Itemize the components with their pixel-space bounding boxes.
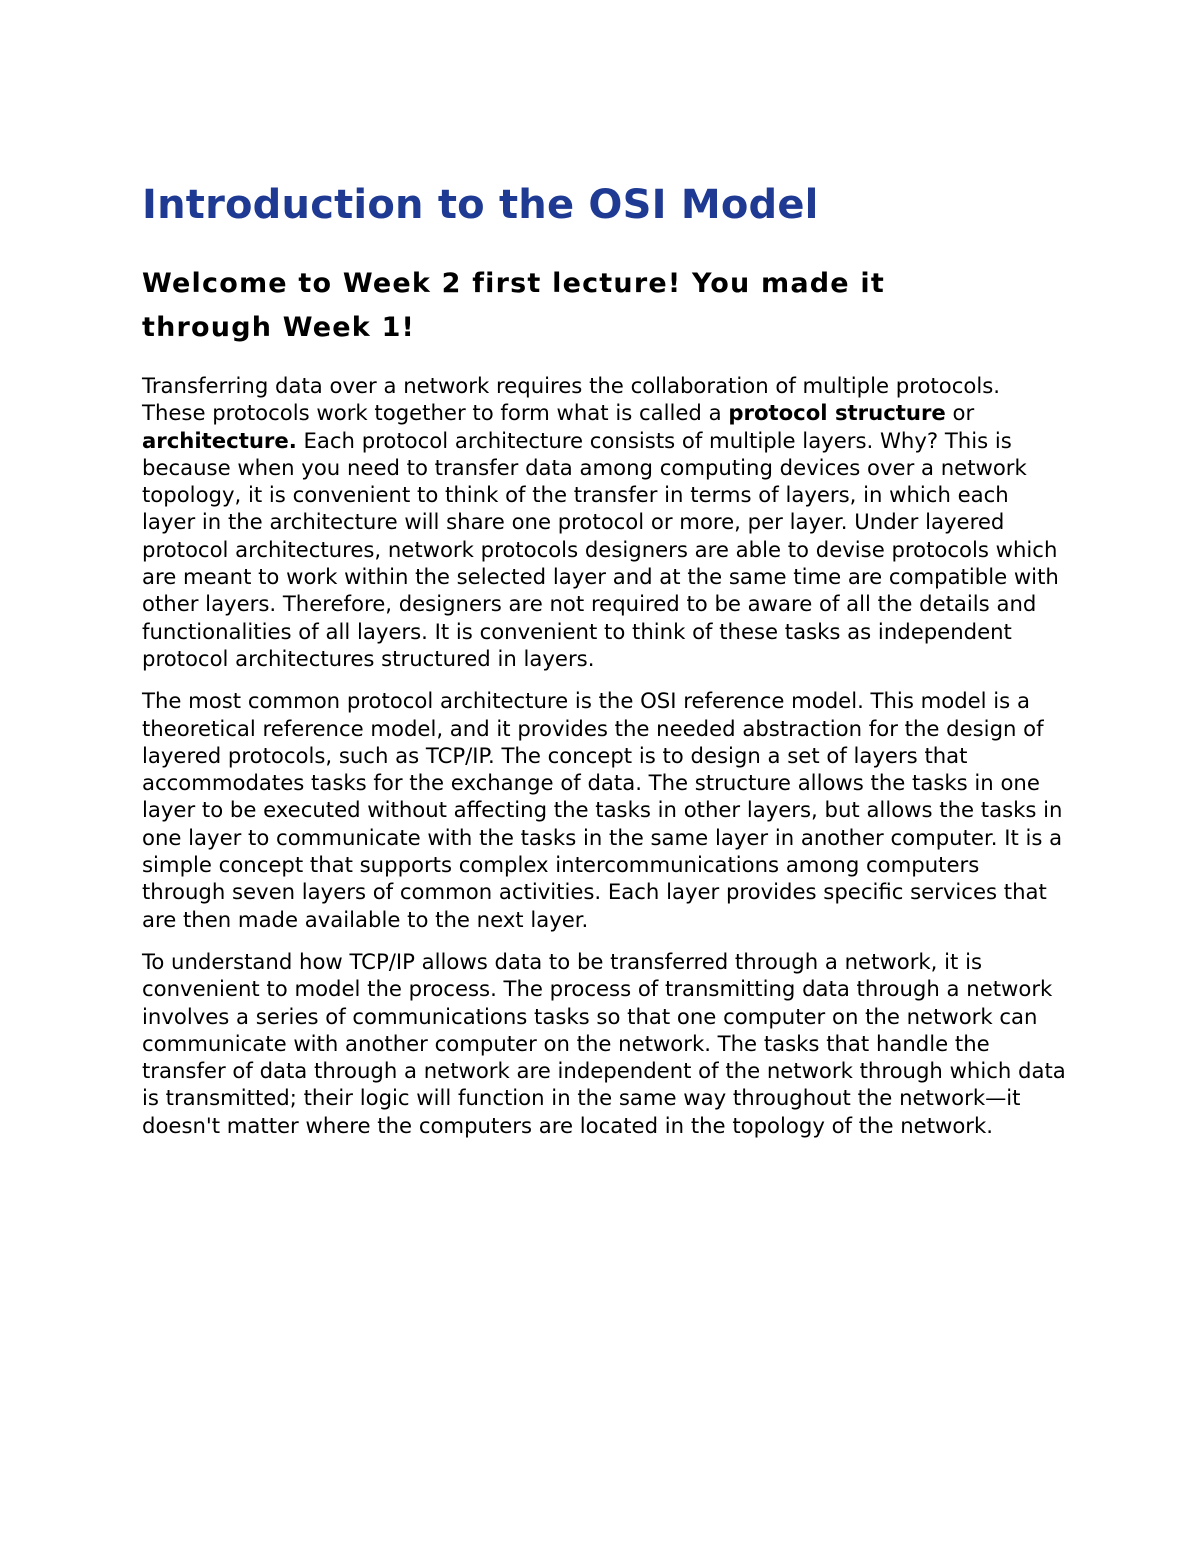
page-title: Introduction to the OSI Model (142, 182, 819, 228)
subtitle-heading: Welcome to Week 2 first lecture! You made it through Week 1! (142, 268, 885, 343)
document-page (142, 178, 1072, 1139)
paragraph-1-text-a: Transferring data over a network requires the collaboration of multiple protocols. These protocols work together to form what is called a (142, 373, 1000, 426)
paragraph-2: The most common protocol architecture is the OSI reference model. This model is a theoretical reference model, and it provides the needed abstraction for the design of layered protocols, such as TCP/IP. The concept is to design a set of layers that accommodates tasks for the exchange of data. The structure allows the tasks in one layer to be executed without affecting the tasks in other layers, but allows the tasks in one layer to communicate with the tasks in the same layer in another computer. It is a simple concept that supports complex intercommunications among computers through seven layers of common activities. Each layer provides specific services that are then made available to the next layer. (142, 688, 1063, 932)
paragraph-1-text-c: Each protocol architecture consists of multiple layers. Why? This is because when you need to transfer data among computing devices over a network topology, it is convenient to think of the transfer in terms of layers, in which each layer in the architecture will share one protocol or more, per layer. Under layered protocol architectures, network protocols designers are able to devise protocols which are meant to work within the selected layer and at the same time are compatible with other layers. Therefore, designers are not required to be aware of all the details and functionalities of all layers. It is convenient to think of these tasks as independent protocol architectures structured in layers. (142, 427, 1059, 671)
paragraph-1-text-b: or (945, 400, 975, 426)
paragraph-1 (142, 372, 1067, 672)
bold-term-architecture: architecture. (142, 427, 297, 453)
bold-term-protocol-structure: protocol structure (728, 400, 946, 426)
paragraph-3: To understand how TCP/IP allows data to be transferred through a network, it is convenient to model the process. The process of transmitting data through a network involves a series of communications tasks so that one computer on the network can communicate with another computer on the network. The tasks that handle the transfer of data through a network are independent of the network through which data is transmitted; their logic will function in the same way throughout the network—it doesn't matter where the computers are located in the topology of the network. (142, 948, 1066, 1138)
